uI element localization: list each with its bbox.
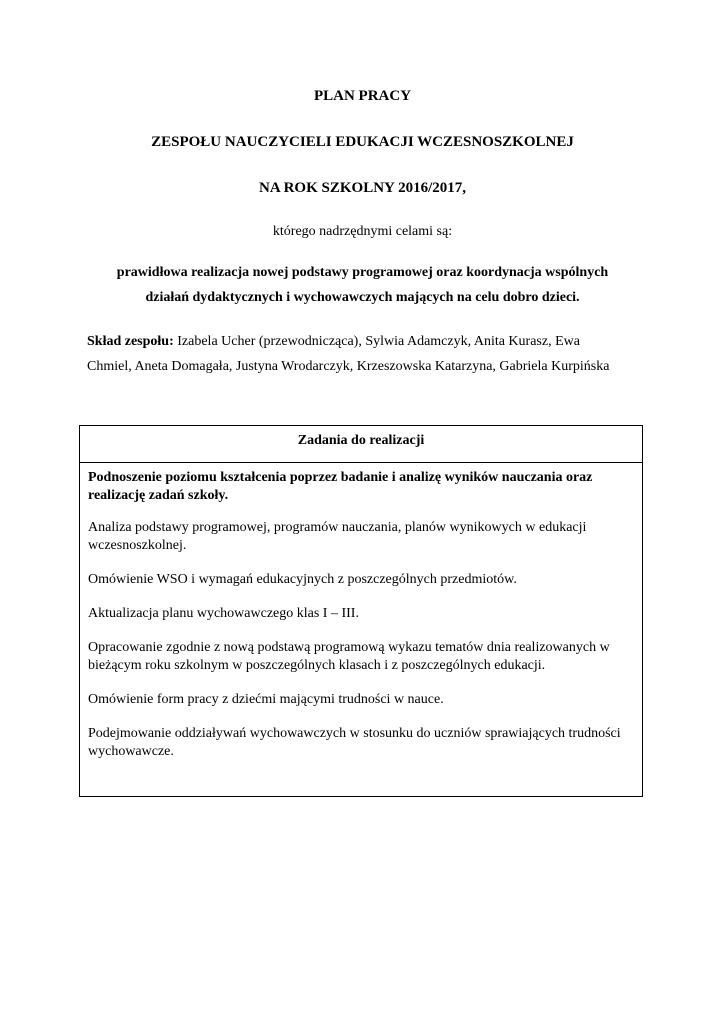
tasks-table-header: Zadania do realizacji <box>80 426 642 463</box>
document-title-year: NA ROK SZKOLNY 2016/2017, <box>259 180 466 196</box>
task-item: Omówienie form pracy z dziećmi mającymi trudności w nauce. <box>88 692 444 707</box>
team-label: Skład zespołu: <box>87 334 174 349</box>
task-item: Opracowanie zgodnie z nową podstawą programową wykazu tematów dnia realizowanych w bieżącym roku szkolnym w poszczególnych klasach i z poszczególnych edukacji. <box>88 640 610 673</box>
tasks-table <box>79 425 643 797</box>
task-item: Analiza podstawy programowej, programów nauczania, planów wynikowych w edukacji wczesnoszkolnej. <box>88 520 587 553</box>
team-line-1 <box>87 334 647 350</box>
task-lead: Podnoszenie poziomu kształcenia poprzez badanie i analizę wyników nauczania oraz realizację zadań szkoły. <box>88 470 593 503</box>
goal-line-2: działań dydaktycznych i wychowawczych mających na celu dobro dzieci. <box>145 290 580 305</box>
goal-line-1: prawidłowa realizacja nowej podstawy programowej oraz koordynacja wspólnych <box>116 265 609 280</box>
task-item: Omówienie WSO i wymagań edukacyjnych z poszczególnych przedmiotów. <box>88 572 517 587</box>
team-line-2: Chmiel, Aneta Domagała, Justyna Wrodarczyk, Krzeszowska Katarzyna, Gabriela Kurpińska <box>87 359 610 374</box>
document-title: PLAN PRACY <box>313 88 412 104</box>
tasks-table-body <box>80 463 642 761</box>
document-subtitle: którego nadrzędnymi celami są: <box>272 224 453 239</box>
task-item: Aktualizacja planu wychowawczego klas I – III. <box>88 606 359 621</box>
document-title-team: ZESPOŁU NAUCZYCIELI EDUKACJI WCZESNOSZKOLNEJ <box>151 134 574 150</box>
task-item: Podejmowanie oddziaływań wychowawczych w stosunku do uczniów sprawiających trudności wychowawcze. <box>88 726 621 759</box>
team-members-1: Izabela Ucher (przewodnicząca), Sylwia Adamczyk, Anita Kurasz, Ewa <box>177 334 580 349</box>
